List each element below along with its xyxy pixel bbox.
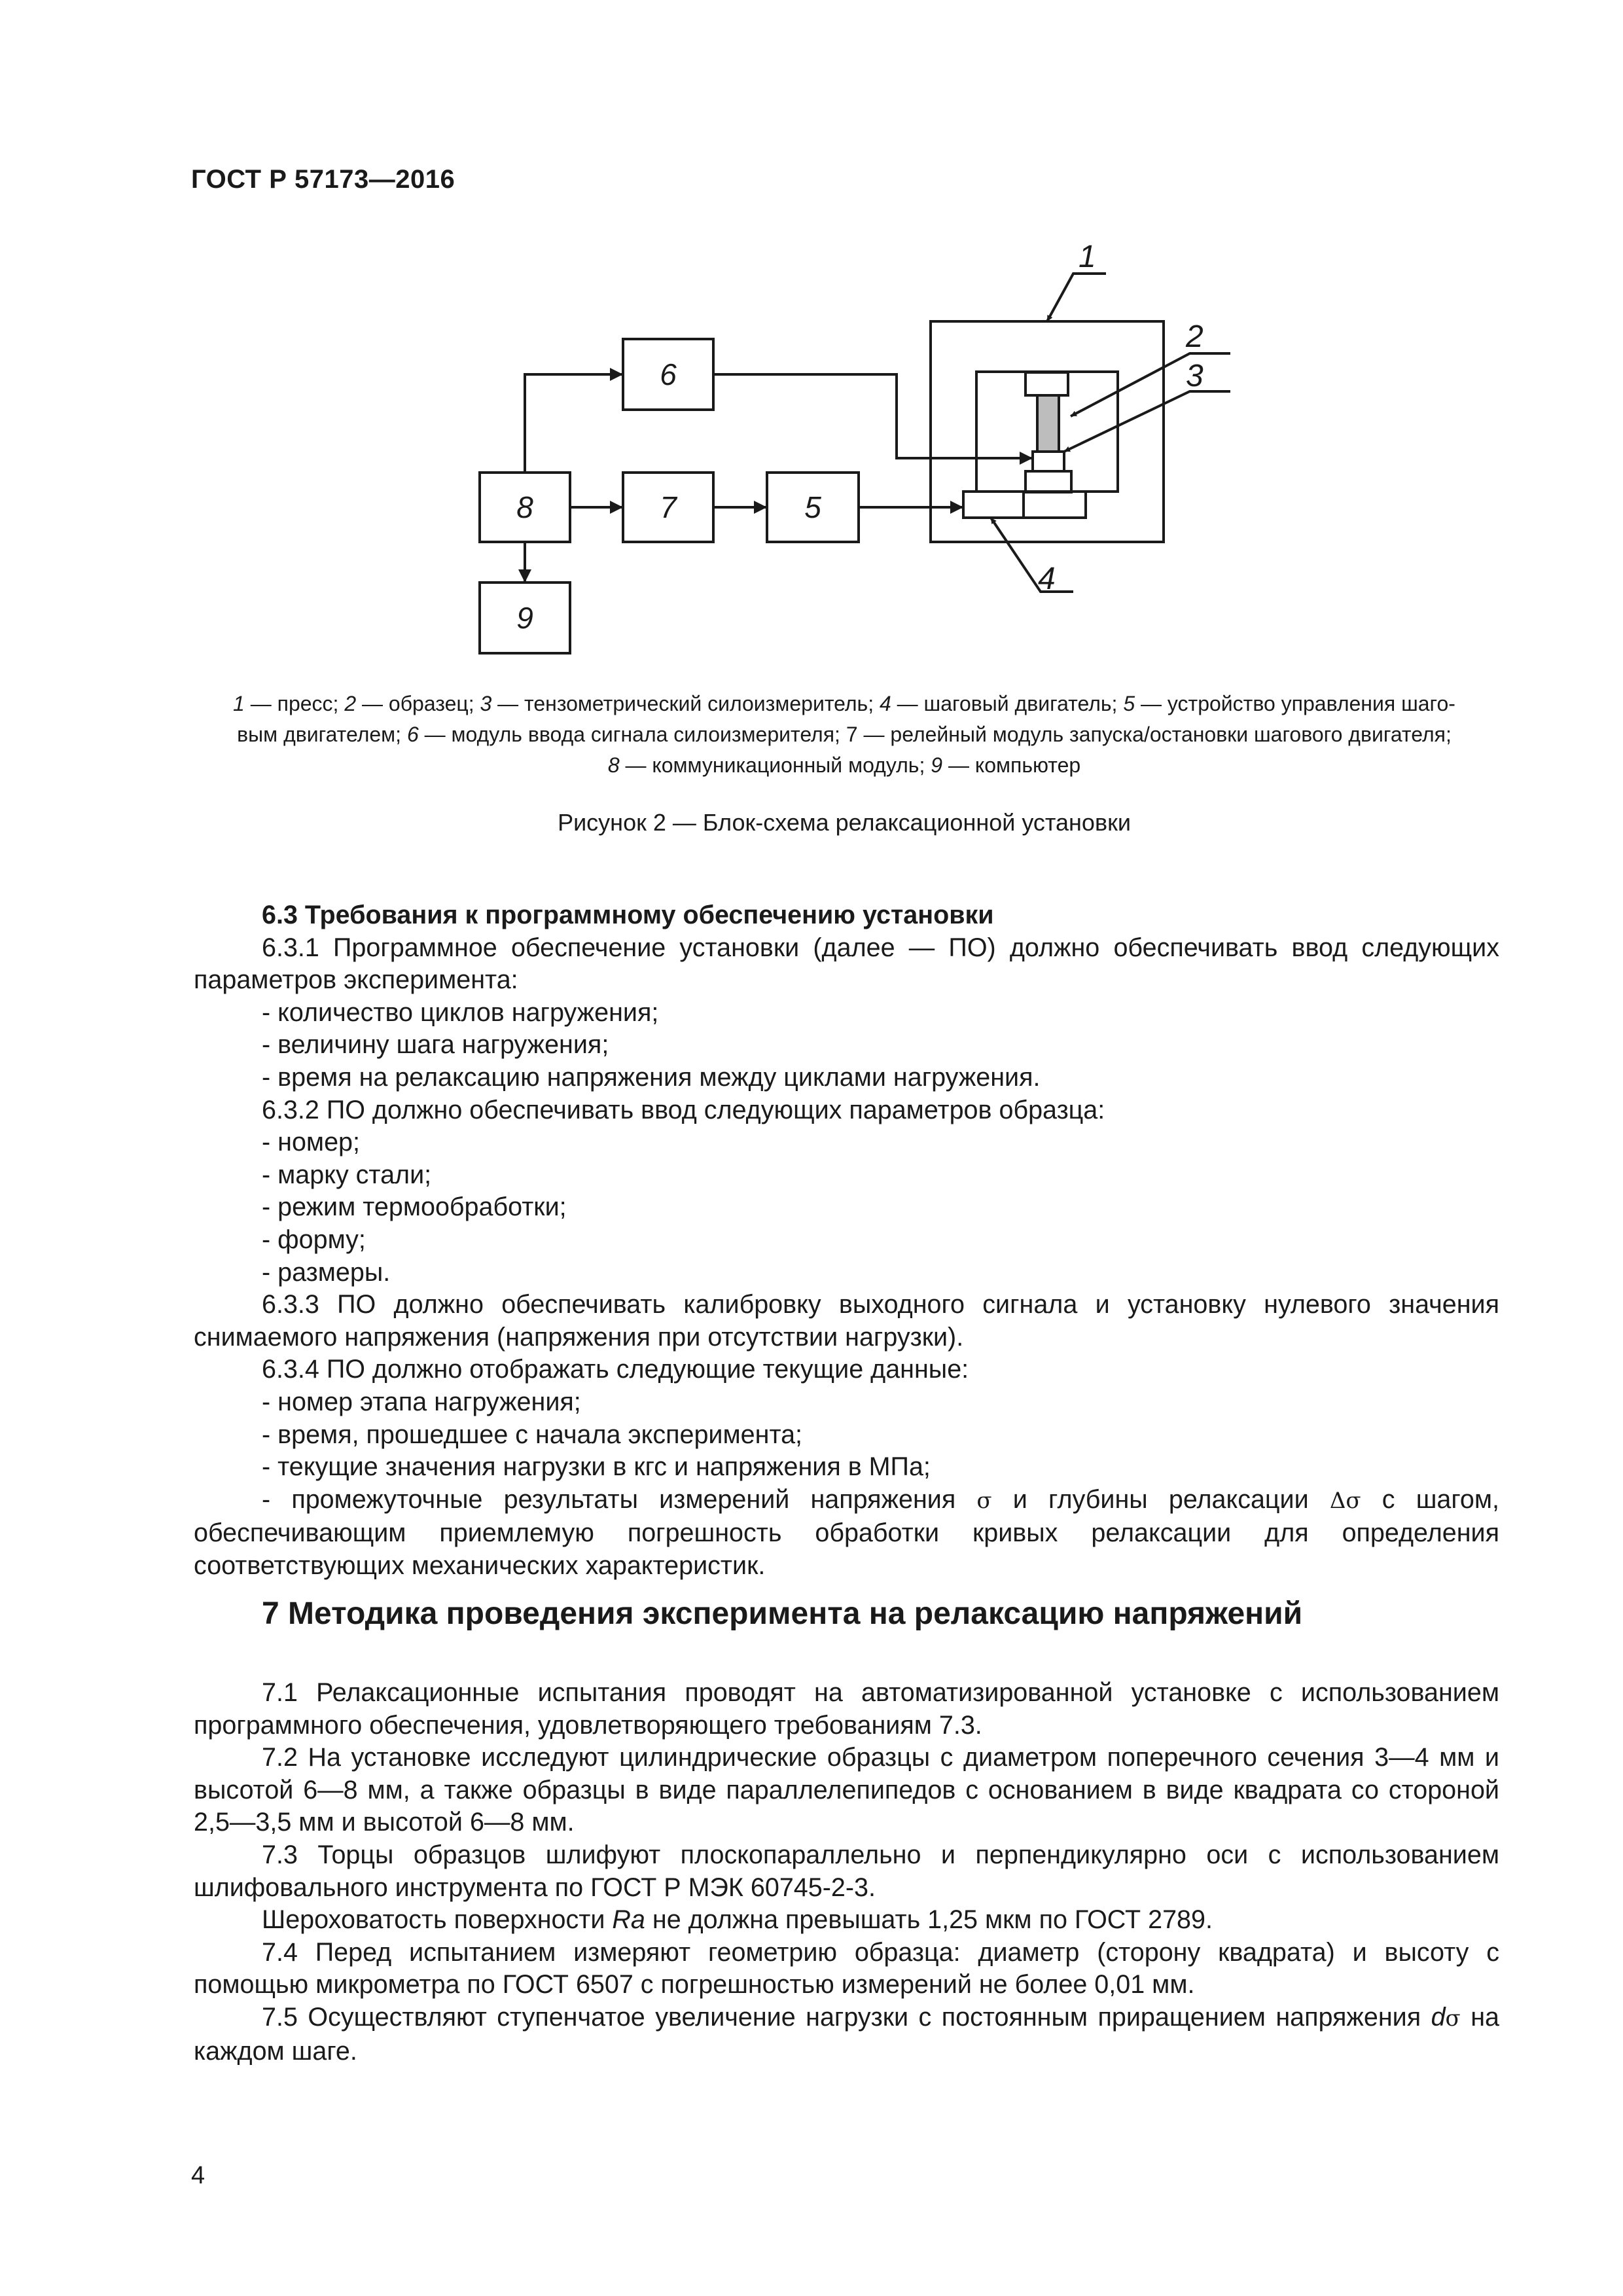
legend-num: 9	[931, 753, 943, 777]
text-run: не должна превышать 1,25 мкм по ГОСТ 2789.	[645, 1905, 1213, 1935]
block-9-label: 9	[516, 601, 533, 635]
text-run: - промежуточные результаты измерений напряжения	[262, 1484, 977, 1514]
block-6-label: 6	[660, 357, 677, 391]
list-item: - время на релаксацию напряжения между циклами нагружения.	[262, 1062, 1041, 1092]
ra-symbol: Ra	[612, 1905, 645, 1935]
sigma-symbol: σ	[976, 1487, 992, 1514]
section-7-heading: 7 Методика проведения эксперимента на релаксацию напряжений	[262, 1596, 1303, 1631]
section-heading: 6.3 Требования к программному обеспечению установки	[262, 901, 994, 929]
legend-num: 5	[1123, 692, 1135, 715]
paragraph: 7.4 Перед испытанием измеряют геометрию образца: диаметр (сторону квадрата) и высоту с помощью микрометра по ГОСТ 6507 с погрешностью измерений не более 0,01 мм.	[194, 1937, 1499, 2000]
list-item: - режим термообработки;	[262, 1193, 567, 1222]
legend-text: — компьютер	[942, 753, 1081, 777]
link-6-to-gauge	[713, 374, 1033, 458]
callout-1-leader	[1047, 274, 1106, 321]
paragraph: 7.3 Торцы образцов шлифуют плоскопараллельно и перпендикулярно оси с использованием шлифовального инструмента по ГОСТ Р МЭК 60745-2-3.	[194, 1840, 1499, 1902]
block-diagram	[0, 0, 1623, 707]
legend-num: 3	[480, 692, 492, 715]
paragraph: 6.3.3 ПО должно обеспечивать калибровку выходного сигнала и установку нулевого значения снимаемого напряжения (напряжения при отсутствии нагрузки).	[194, 1290, 1499, 1352]
paragraph	[194, 1904, 1499, 1937]
callout-3-label: 3	[1186, 359, 1204, 393]
block-7-label: 7	[660, 490, 677, 524]
press-base-plate	[1026, 471, 1071, 492]
block-8-label: 8	[516, 490, 533, 524]
sigma-symbol: σ	[1445, 2005, 1461, 2032]
list-item: - форму;	[262, 1225, 366, 1254]
text-run: Шероховатость поверхности	[262, 1905, 613, 1935]
text-run: 7.5 Осуществляют ступенчатое увеличение нагрузки с постоянным приращением напряжения	[262, 2002, 1431, 2032]
legend-line-2	[196, 719, 1492, 750]
list-item: - номер этапа нагружения;	[262, 1387, 581, 1416]
force-gauge	[1033, 452, 1064, 471]
legend-num: 6	[406, 723, 419, 746]
stepper-motor	[963, 492, 1024, 518]
legend-num: 2	[344, 692, 357, 715]
figure-caption: Рисунок 2 — Блок-схема релаксационной установки	[558, 809, 1131, 836]
delta-sigma-symbol: Δσ	[1329, 1487, 1361, 1514]
paragraph: 7.1 Релаксационные испытания проводят на автоматизированной установке с использованием программного обеспечения, удовлетворяющего требованиям 7.3.	[194, 1678, 1499, 1740]
list-item: - величину шага нагружения;	[262, 1030, 609, 1060]
sample-specimen	[1037, 395, 1059, 452]
legend-line-1	[196, 689, 1492, 719]
legend-text: — коммуникационный модуль;	[619, 753, 931, 777]
list-item: - марку стали;	[262, 1160, 432, 1189]
section-7	[194, 1677, 1499, 2068]
text-run: на каждом шаге.	[194, 2002, 1499, 2066]
legend-num: 4	[879, 692, 891, 715]
legend-text: — пресс;	[244, 692, 345, 715]
callout-3-leader	[1064, 391, 1230, 452]
callout-2-leader	[1071, 353, 1230, 416]
paragraph	[194, 2001, 1499, 2068]
legend-text: — тензометрический силоизмеритель;	[491, 692, 880, 715]
figure-legend	[196, 689, 1492, 781]
list-item: - время, прошедшее с начала эксперимента;	[262, 1420, 803, 1449]
block-5-label: 5	[804, 490, 821, 524]
legend-text: — модуль ввода сигнала силоизмерителя; 7 — релейный модуль запуска/остановки шагового двигателя;	[418, 723, 1452, 746]
legend-text: — образец;	[356, 692, 480, 715]
text-run: с шагом, обеспечивающим приемлемую погрешность обработки кривых релаксации для определения соответствующих механических характеристик.	[194, 1484, 1499, 1580]
text-run: и глубины релаксации	[991, 1484, 1330, 1514]
motor-housing	[1024, 492, 1086, 518]
legend-line-3	[196, 750, 1492, 781]
list-item: - количество циклов нагружения;	[262, 997, 659, 1027]
press-top-anvil	[1026, 372, 1068, 395]
list-item-last	[194, 1484, 1499, 1583]
callout-1-label: 1	[1079, 240, 1096, 274]
legend-text: вым двигателем;	[237, 723, 407, 746]
paragraph: 6.3.1 Программное обеспечение установки (далее — ПО) должно обеспечивать ввод следующих параметров эксперимента:	[194, 933, 1499, 995]
d-symbol: d	[1431, 2002, 1446, 2032]
page-number: 4	[191, 2162, 205, 2189]
list-item: - текущие значения нагрузки в кгс и напряжения в МПа;	[262, 1452, 931, 1482]
list-item: - размеры.	[262, 1257, 391, 1287]
legend-num: 8	[607, 753, 620, 777]
callout-2-label: 2	[1186, 319, 1204, 354]
link-8-to-6	[525, 374, 623, 473]
document-header: ГОСТ Р 57173—2016	[191, 165, 455, 194]
callout-4-leader	[991, 518, 1073, 592]
callout-4-label: 4	[1038, 562, 1056, 596]
paragraph: 7.2 На установке исследуют цилиндрические образцы с диаметром поперечного сечения 3—4 мм и высотой 6—8 мм, а также образцы в виде параллелепипедов с основанием в виде квадрата со стороной 2,5—3,5 мм и высотой 6—8 мм.	[194, 1743, 1499, 1837]
paragraph: 6.3.2 ПО должно обеспечивать ввод следующих параметров образца:	[262, 1095, 1105, 1124]
legend-text: — устройство управления шаго-	[1135, 692, 1455, 715]
legend-text: — шаговый двигатель;	[891, 692, 1124, 715]
legend-num: 1	[233, 692, 245, 715]
paragraph: 6.3.4 ПО должно отображать следующие текущие данные:	[262, 1355, 969, 1384]
section-6-3	[194, 899, 1499, 1582]
list-item: - номер;	[262, 1128, 360, 1157]
